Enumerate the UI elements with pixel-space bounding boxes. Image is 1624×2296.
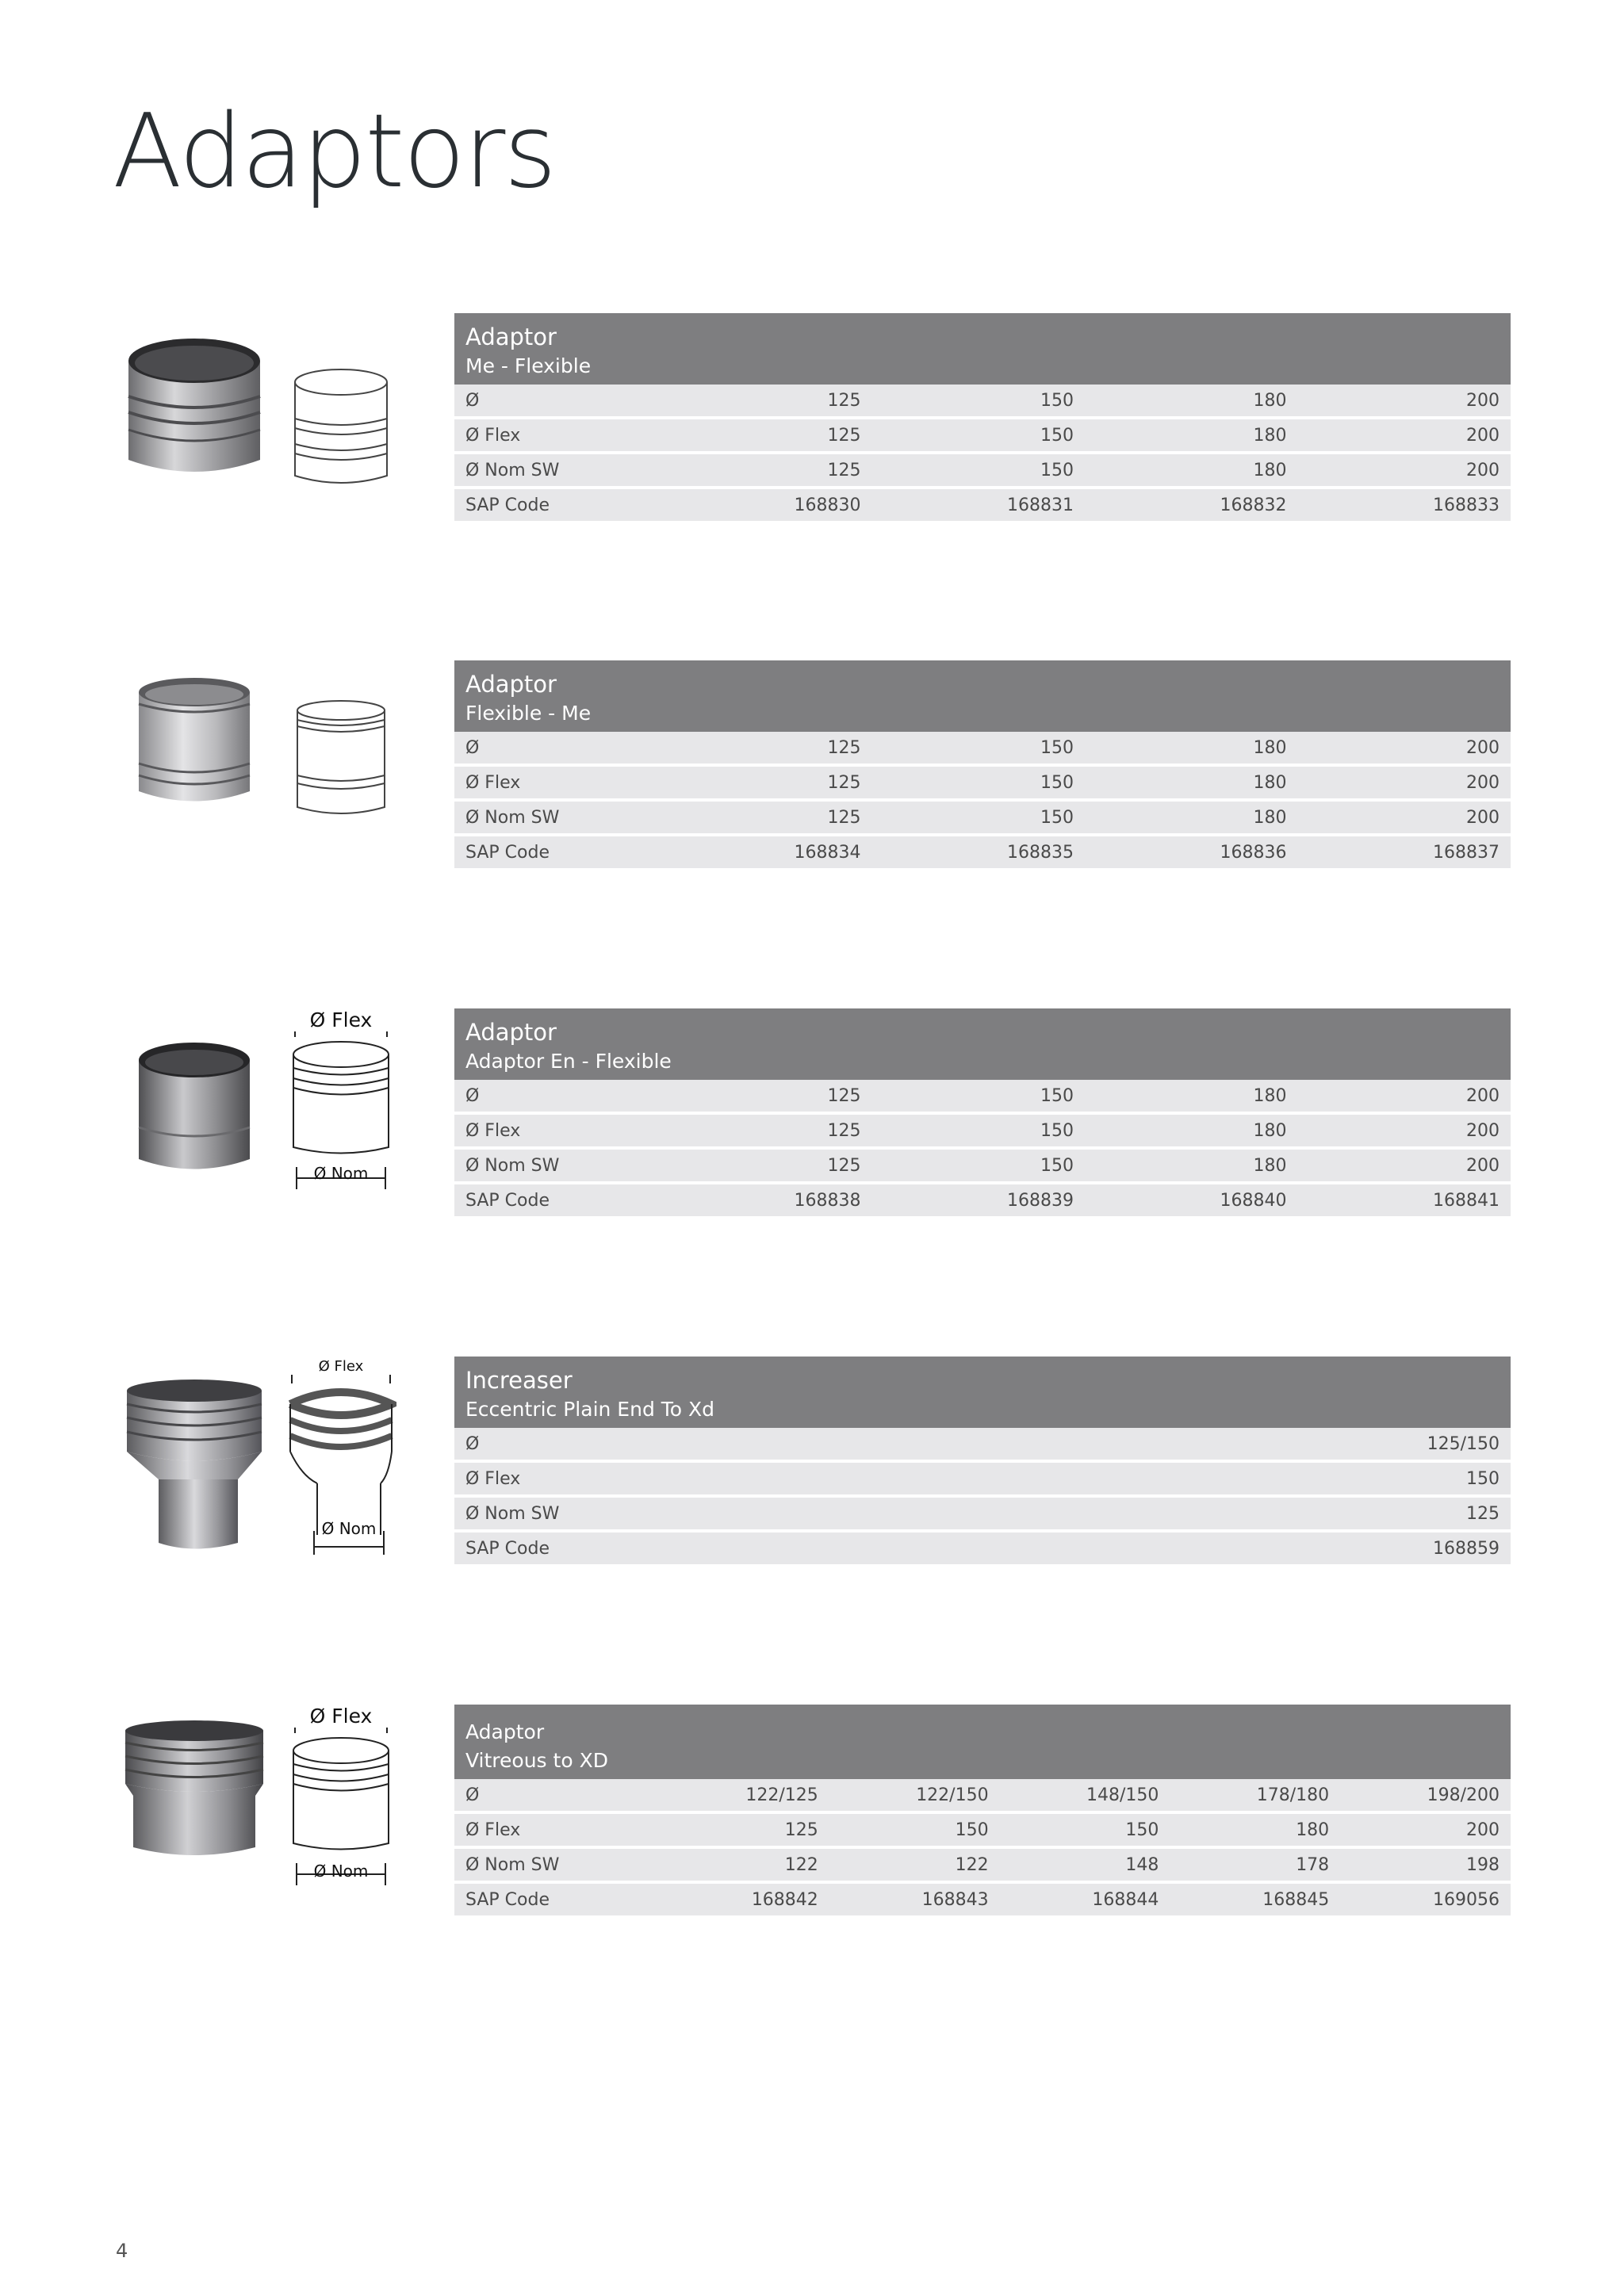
table-cell: 150: [872, 454, 1086, 489]
table-cell: 200: [1298, 802, 1511, 836]
table-cell: 168845: [1170, 1884, 1340, 1919]
table-cell: 178/180: [1170, 1779, 1340, 1814]
row-label-diameter: Ø: [454, 1779, 659, 1814]
table-cell: 150: [872, 732, 1086, 767]
table-cell: 150: [829, 1814, 1000, 1849]
table-cell: 125: [659, 802, 872, 836]
table-cell: 122/125: [659, 1779, 829, 1814]
table-cell: 168859: [659, 1533, 1511, 1567]
table-cell: 180: [1085, 1080, 1298, 1115]
row-label-flex: Ø Flex: [454, 419, 659, 454]
spec-table: [454, 313, 1511, 524]
table-cell: 168837: [1298, 836, 1511, 871]
row-label-diameter: Ø: [454, 1428, 659, 1463]
adaptor-photo: [119, 333, 270, 492]
table-cell: 200: [1340, 1814, 1511, 1849]
table-cell: 125: [659, 1498, 1511, 1533]
table-row: [454, 489, 1511, 524]
table-cell: 200: [1298, 1115, 1511, 1150]
dimension-drawing: [285, 1705, 396, 1895]
flex-dimension-label: Ø Flex: [285, 1705, 396, 1728]
dimension-drawing: [285, 1008, 396, 1199]
adaptor-photo: [119, 1716, 270, 1875]
table-cell: 180: [1085, 802, 1298, 836]
table-cell: 178: [1170, 1849, 1340, 1884]
table-cell: 125: [659, 385, 872, 419]
table-cell: 122: [659, 1849, 829, 1884]
table-cell: 150: [872, 1080, 1086, 1115]
table-cell: 180: [1085, 767, 1298, 802]
table-cell: 180: [1085, 732, 1298, 767]
product-subtitle: Eccentric Plain End To Xd: [465, 1398, 715, 1421]
table-cell: 198/200: [1340, 1779, 1511, 1814]
table-cell: 200: [1298, 732, 1511, 767]
row-label-sap-code: SAP Code: [454, 489, 659, 524]
table-cell: 168834: [659, 836, 872, 871]
row-label-flex: Ø Flex: [454, 767, 659, 802]
table-cell: 148/150: [1000, 1779, 1170, 1814]
table-row: [454, 767, 1511, 802]
product-title: Adaptor: [465, 1720, 545, 1743]
increaser-photo: [119, 1376, 270, 1559]
spec-table: [454, 660, 1511, 871]
product-subtitle: Vitreous to XD: [465, 1749, 608, 1772]
nom-dimension-label: Ø Nom: [313, 1164, 369, 1183]
product-adaptor-me-flexible: [0, 313, 1624, 551]
table-cell: 150: [659, 1463, 1511, 1498]
table-row: [454, 419, 1511, 454]
spec-table: [454, 1357, 1511, 1567]
table-cell: 168841: [1298, 1184, 1511, 1219]
dimension-drawing: [285, 1357, 396, 1563]
adaptor-drawing: [285, 676, 396, 843]
row-label-sap-code: SAP Code: [454, 1533, 659, 1567]
table-header: [454, 660, 1511, 732]
table-row: [454, 1184, 1511, 1219]
table-cell: 125: [659, 732, 872, 767]
table-cell: 198: [1340, 1849, 1511, 1884]
table-cell: 150: [872, 802, 1086, 836]
table-cell: 125: [659, 1115, 872, 1150]
row-label-nom-sw: Ø Nom SW: [454, 1498, 659, 1533]
product-subtitle: Me - Flexible: [465, 354, 592, 377]
table-cell: 125: [659, 454, 872, 489]
table-cell: 168842: [659, 1884, 829, 1919]
table-cell: 168835: [872, 836, 1086, 871]
row-label-sap-code: SAP Code: [454, 1884, 659, 1919]
row-label-diameter: Ø: [454, 385, 659, 419]
table-row: [454, 1498, 1511, 1533]
nom-dimension-label: Ø Nom: [313, 1862, 369, 1881]
table-cell: 168833: [1298, 489, 1511, 524]
table-row: [454, 1150, 1511, 1184]
table-cell: 168839: [872, 1184, 1086, 1219]
table-cell: 150: [872, 419, 1086, 454]
table-cell: 168838: [659, 1184, 872, 1219]
row-label-diameter: Ø: [454, 732, 659, 767]
table-cell: 180: [1085, 1150, 1298, 1184]
table-cell: 122/150: [829, 1779, 1000, 1814]
table-header: [454, 1357, 1511, 1428]
table-row: [454, 1779, 1511, 1814]
table-row: [454, 454, 1511, 489]
adaptor-drawing: [285, 345, 396, 511]
table-header: [454, 1008, 1511, 1080]
row-label-nom-sw: Ø Nom SW: [454, 1150, 659, 1184]
table-cell: 168830: [659, 489, 872, 524]
table-cell: 200: [1298, 454, 1511, 489]
row-label-flex: Ø Flex: [454, 1115, 659, 1150]
adaptor-photo: [119, 1040, 270, 1199]
flex-dimension-label: Ø Flex: [285, 1008, 396, 1031]
table-cell: 168844: [1000, 1884, 1170, 1919]
table-cell: 122: [829, 1849, 1000, 1884]
table-row: [454, 1463, 1511, 1498]
table-cell: 125: [659, 1080, 872, 1115]
row-label-sap-code: SAP Code: [454, 1184, 659, 1219]
product-title: Adaptor: [465, 323, 557, 350]
table-cell: 148: [1000, 1849, 1170, 1884]
table-row: [454, 1080, 1511, 1115]
row-label-flex: Ø Flex: [454, 1463, 659, 1498]
row-label-nom-sw: Ø Nom SW: [454, 1849, 659, 1884]
product-adaptor-vitreous-xd: [0, 1705, 1624, 1942]
table-cell: 150: [872, 1150, 1086, 1184]
adaptor-photo: [119, 672, 270, 831]
spec-table: [454, 1705, 1511, 1919]
row-label-sap-code: SAP Code: [454, 836, 659, 871]
product-title: Adaptor: [465, 1019, 557, 1046]
product-title: Increaser: [465, 1367, 573, 1394]
table-cell: 169056: [1340, 1884, 1511, 1919]
product-adaptor-flexible-me: [0, 660, 1624, 898]
table-row: [454, 1849, 1511, 1884]
product-adaptor-en-flexible: [0, 1008, 1624, 1246]
spec-table: [454, 1008, 1511, 1219]
table-row: [454, 1884, 1511, 1919]
row-label-flex: Ø Flex: [454, 1814, 659, 1849]
table-row: [454, 1814, 1511, 1849]
table-cell: 168843: [829, 1884, 1000, 1919]
table-cell: 125: [659, 767, 872, 802]
table-cell: 180: [1170, 1814, 1340, 1849]
table-cell: 168832: [1085, 489, 1298, 524]
table-cell: 125: [659, 1814, 829, 1849]
table-cell: 125: [659, 1150, 872, 1184]
table-row: [454, 836, 1511, 871]
row-label-nom-sw: Ø Nom SW: [454, 802, 659, 836]
table-cell: 168831: [872, 489, 1086, 524]
table-row: [454, 802, 1511, 836]
table-cell: 200: [1298, 419, 1511, 454]
table-cell: 200: [1298, 385, 1511, 419]
product-increaser: [0, 1357, 1624, 1594]
table-header: [454, 313, 1511, 385]
table-cell: 125: [659, 419, 872, 454]
table-cell: 180: [1085, 1115, 1298, 1150]
row-label-diameter: Ø: [454, 1080, 659, 1115]
product-subtitle: Flexible - Me: [465, 702, 592, 725]
page-title: Adaptors: [113, 93, 556, 211]
table-cell: 200: [1298, 767, 1511, 802]
table-header: [454, 1705, 1511, 1779]
table-row: [454, 385, 1511, 419]
table-row: [454, 1115, 1511, 1150]
flex-dimension-label: Ø Flex: [285, 1358, 396, 1375]
table-cell: 200: [1298, 1150, 1511, 1184]
table-cell: 168840: [1085, 1184, 1298, 1219]
table-row: [454, 1533, 1511, 1567]
table-cell: 150: [872, 385, 1086, 419]
nom-dimension-label: Ø Nom: [321, 1519, 377, 1538]
table-cell: 150: [872, 1115, 1086, 1150]
table-cell: 125/150: [659, 1428, 1511, 1463]
table-row: [454, 1428, 1511, 1463]
product-subtitle: Adaptor En - Flexible: [465, 1050, 672, 1073]
table-cell: 168836: [1085, 836, 1298, 871]
page-number: 4: [116, 2240, 128, 2262]
table-cell: 180: [1085, 385, 1298, 419]
table-row: [454, 732, 1511, 767]
table-cell: 150: [1000, 1814, 1170, 1849]
table-cell: 180: [1085, 419, 1298, 454]
table-cell: 150: [872, 767, 1086, 802]
product-title: Adaptor: [465, 671, 557, 698]
row-label-nom-sw: Ø Nom SW: [454, 454, 659, 489]
table-cell: 200: [1298, 1080, 1511, 1115]
table-cell: 180: [1085, 454, 1298, 489]
